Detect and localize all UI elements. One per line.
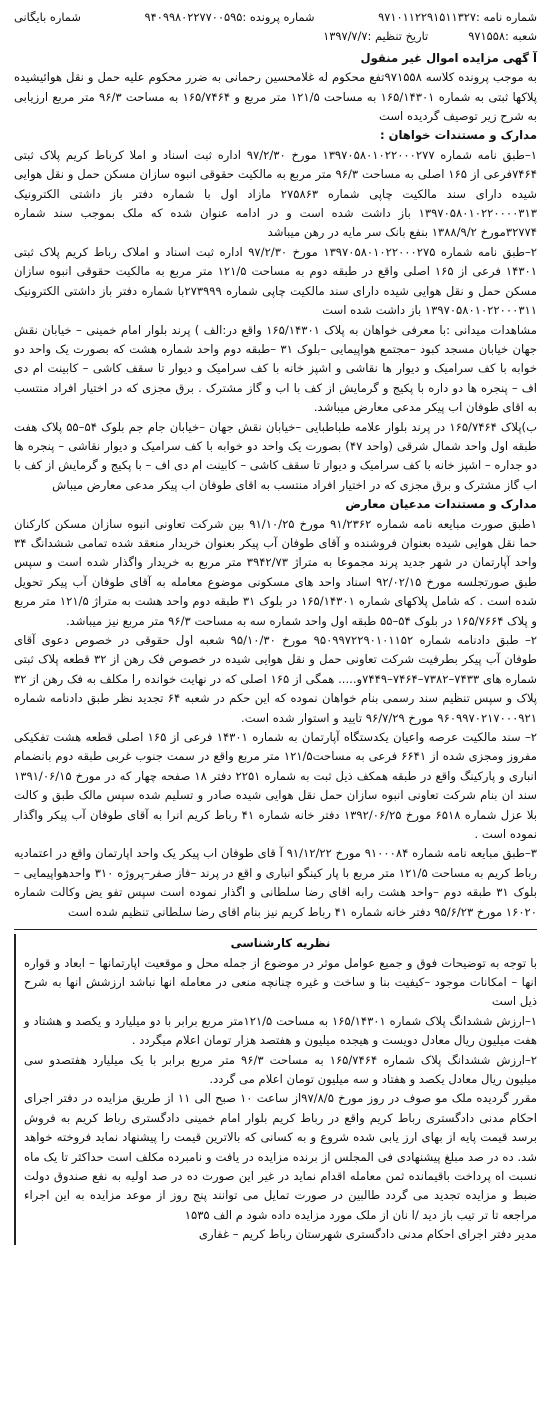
opinion-paragraph-3: ۲–ارزش ششدانگ پلاک شماره ۱۶۵/۷۴۶۴ به مساحت ۹۶/۳ متر مربع برابر با یک میلیارد هفتصدو سی میلیون ریال معادل یکصد و هفتاد و سه میلیون تومان اعلام می گردد. bbox=[24, 1052, 537, 1086]
paragraph-opponent-4: ۳–طبق مبایعه نامه شماره ۹۱۰۰۰۸۴ مورخ ۹۱/۱۲/۲۲ آ قای طوفان اب پیکر یک واحد اپارتمان واقع در اعتمادیه رباط کریم به مساحت ۱۲۱/۵ متر مربع با پار کینگو انباری و اقع در پرند –فاز صفر–پروژه ۳۱۰ واحدهواپیمایی –بلوک ۳۱ طبقه دوم –واحد هشت رابه اقای رضا سلطانی و اگذار نموده است سپس تفو یض وکالت شماره ۱۶۰۲۰ مورخ ۹۵/۶/۲۳ دفتر خانه شماره ۴۱ رباط کریم نیز بنام اقای رضا سلطانی تنظیم شده است bbox=[14, 846, 538, 919]
paragraph-plaintiff-1: ۱–طبق نامه شماره ۱۳۹۷۰۵۸۰۱۰۲۲۰۰۰۲۷۷ مورخ ۹۷/۲/۳۰ اداره ثبت اسناد و املا کرباط کریم پلاک ثبتی ۷۴۶۴فرعی از ۱۶۵ اصلی به مساحت ۹۶/۳ متر مربع به مالکیت حقوقی انبوه سازان مسکن حمل و نقل هوایی شیده دارای سند مالکیت چاپی شماره ۲۷۵۸۶۳ مازاد اول با شماره دفتر باز داشتی الکترونیک ۱۳۹۷۰۵۸۰۱۰۲۲۰۰۰۰۳۱۳ باز داشت شده است و در ادامه عنوان شده که ملک بموجب سند شماره ۳۲۷۷۴مورخ ۱۳۸۸/۹/۲ بنفع بانک سر مایه در رهن میباشد bbox=[14, 147, 537, 240]
opinion-paragraph-4: مقرر گردیده ملک مو صوف در روز مورخ ۹۷/۸/۵از ساعت ۱۰ صبح الی ۱۱ از طریق مزایده در دفتر اجرای احکام مدنی دادگستری رباط کریم واقع در رباط کریم بلوار امام خمینی دادگستری رباط کریم به فروش برسد قیمت پایه از بهای ارز یابی شده شروع و به کسانی که بالاترین قیمت را پیشنهاد نماید فروخته خواهد شد. ده در صد مبلغ پیشنهادی فی المجلس از برنده مزایده در یافت و نامبرده مکلف است حداکثر تا یک ماه نسبت اه پرداخت باقیمانده ثمن معامله اقدام نماید در غیر این صورت ده در صد اولیه به نفع صندوق دولت ضبط و مزایده تجدید می گردد طالبین در صورت تمایل می توانند پنج روز از موعد مزایده به این اجراء مراجعه تا تر تیب باز دید /ا نان از ملک مورد مزایده داده شود م الف ۱۵۳۵ bbox=[24, 1091, 537, 1222]
paragraph-intro: به موجب پرونده کلاسه ۹۷۱۵۵۸تفع محکوم له غلامحسین رحمانی به ضرر محکوم علیه حمل و نقل هوائیشیده پلاکها ثبتی به شماره ۱۶۵/۱۴۳۰۱ به مساحت ۱۲۱/۵ متر مربع و ۱۶۵/۷۴۶۴ به مساحت ۹۶/۳ متر مربع ارزیابی به شرح زیر توصیف گردیده است bbox=[14, 70, 538, 124]
header-row-1 bbox=[14, 8, 537, 27]
opinion-paragraph-2: ۱–ارزش ششدانگ پلاک شماره ۱۶۵/۱۴۳۰۱ به مساحت ۱۲۱/۵متر مربع برابر با دو میلیارد و یکصد و هشتاد و هفت میلیون ریال معادل دویست و هیجده میلیون و هفتصد هزار تومان اعلام میگردد . bbox=[24, 1013, 537, 1048]
paragraph-plaintiff-2: ۲–طبق نامه شماره ۱۳۹۷۰۵۸۰۱۰۲۲۰۰۰۲۷۵ مورخ ۹۷/۲/۳۰ اداره ثبت اسناد و املاک رباط کریم پلاک ثبتی ۱۴۳۰۱ فرعی از ۱۶۵ اصلی واقع در طبقه دوم به مساحت ۱۲۱/۵ متر مربع به مالکیت حقوقی انبوه سازان مسکن حمل و نقل هوایی شیده دارای سند مالکیت چاپی شماره ۲۷۳۹۹۹با شماره دفتر باز داشتی الکترونیک ۱۳۹۷۰۵۸۰۱۰۲۲۰۰۰۳۱۱ باز داشت شده است bbox=[14, 244, 538, 318]
paragraph-opponent-3: ۲– سند مالکیت عرصه واعیان یکدستگاه آپارتمان به شماره ۱۴۳۰۱ فرعی از ۱۶۵ اصلی قطعه هشت تفکیکی مفروز ومجزی شده از ۶۶۴۱ فرعی به مساحت۱۲۱/۵ متر مربع واقع در سمت جنوب غربی طبقه دوم بانضمام انباری و پارکینگ واقع در طبقه همکف ذیل ثبت به شماره ۲۲۵۱ دفتر ۱۸ صفحه چهار که در مورخ ۱۳۹۱/۰۶/۱۵ سند ان بنام شرکت تعاونی انبوه سازان حمل نقل هوایی شیده صادر و تسلیم شده سپس مالک طبق و کالت بلا عزل شماره ۶۵۱۸ مورخ ۱۳۹۲/۰۶/۲۵ دفتر خانه شماره ۴۱ رباط کریم انرا به آقای طوفان آب پیکر واگذار نموده است . bbox=[14, 730, 538, 842]
header-row-2 bbox=[14, 27, 537, 46]
letter-number: شماره نامه :۹۷۱۰۱۱۲۲۹۱۵۱۱۳۲۷ bbox=[378, 10, 537, 24]
paragraph-observation-b: ب)پلاک ۱۶۵/۷۴۶۴ در پرند بلوار علامه طباطبایی –خیابان نقش جهان –خیابان جام جم بلوک ۵۴–۵۵ پلاک هفت طبقه اول واحد شمال شرقی (واحد ۴۷) بصورت یک واحد دو خوابه با کف سرامیک و دیوار نقاشی – پنجره ها دو جداره – اشپز خانه با کف سرامیک و دیوار تا سقف کاشی – کابینت ام دی اف – با پکیج و گرمایش از کف با اب گاز مشترک و برق مجزی که در اختیار افراد منتسب به اقای طوفان اب پیکر مدعی معارض میباش bbox=[14, 419, 537, 492]
plaintiff-docs-heading: مدارک و مستندات خواهان : bbox=[379, 128, 537, 143]
paragraph-opponent-2: ۲– طبق دادنامه شماره ۹۵۰۹۹۷۲۲۹۰۱۰۱۱۵۲ مورخ ۹۵/۱۰/۳۰ شعبه اول حقوقی در خصوص دعوی آقای طوفان آب پیکر بطرفیت شرکت تعاونی حمل و نقل هوایی شیده در خصوص فک رهن از ۳۲ قطعه پلاک ثبتی شماره های ۷۴۳۳–۷۳۸۲–۷۴۶۴–۷۴۴۹و..... همگی از ۱۶۵ اصلی که در نهایت خوانده را مکلف به فک رهن از ۳۲ پلاک و سپس تنظیم سند رسمی بنام خواهان نموده که این حکم در شعبه ۶۴ تجدید نظر طبق دادنامه شماره ۹۶۰۹۹۷۰۲۱۷۰۰۰۹۲۱ مورخ ۹۶/۷/۲۹ تایید و استوار شده است. bbox=[14, 633, 537, 725]
branch: شعبه :۹۷۱۵۵۸ bbox=[468, 29, 537, 44]
signature-line: مدیر دفتر اجرای احکام مدنی دادگستری شهرستان رباط کریم – غفاری bbox=[198, 1227, 537, 1242]
case-number: شماره پرونده :۹۴۰۹۹۸۰۲۲۷۷۰۰۵۹۵ bbox=[144, 10, 315, 24]
opinion-paragraph-1: با توجه به توضیحات فوق و جمیع عوامل موثر در موضوع از جمله محل و موقعیت اپارتمانها – ابعاد و قواره انها – امکانات موجود –کیفیت بنا و ساخت و غیره چنانچه منعی در معامله انها نباشد ارزشش انها به شرح ذیل است bbox=[24, 955, 537, 1009]
issue-date: تاریخ تنظیم :۱۳۹۷/۷/۷ bbox=[323, 29, 429, 44]
section-divider bbox=[14, 929, 537, 930]
expert-opinion-box bbox=[14, 934, 537, 1245]
archive-number: شماره بایگانی bbox=[14, 10, 81, 24]
paragraph-opponent-1: ۱طبق صورت مبایعه نامه شماره ۹۱/۲۳۶۲ مورخ ۹۱/۱۰/۲۵ بین شرکت تعاونی انبوه سازان مسکن کارکنان حما نقل هوایی شیده بعنوان فروشنده و آقای طوفان آب پیکر بعنوان خریدار منعقد شده تمامی ششدانگ ۳۴ واحد آپارتمان در شهر جدید پرند مجموعا به متراژ ۳۹۴۲/۷۳ متر مربع به خریدار واگذار شده است و سپس طبق صورتجلسه مورخ ۹۲/۰۲/۱۵ اسناد واحد های مسکونی موضوع معامله به آقای طوفان آب پیکر تحویل شده است . که شامل پلاکهای شماره ۱۶۵/۱۴۳۰۱ در بلوک ۳۱ طبقه دوم واحد هشت به متراژ ۱۲۱/۵ متر مربع و پلاک ۱۶۵/۷۶۶۴ در بلوک ۵۴–۵۵ طبقه اول واحد شماره سه به مساحت ۹۶/۳ متر مربع نیز میباشد. bbox=[14, 516, 538, 628]
opponent-docs-heading: مدارک و مستندات مدعیان معارض bbox=[345, 497, 537, 512]
expert-opinion-title: نظریه کارشناسی bbox=[230, 936, 331, 951]
notice-title: آ گهی مزایده اموال غیر منقول bbox=[360, 50, 537, 65]
paragraph-observation-a: مشاهدات میدانی :با معرفی خواهان به پلاک ۱۶۵/۱۴۳۰۱ واقع در:الف ) پرند بلوار امام خمینی – خیابان نقش جهان خیابان مسجد کبود –مجتمع هواپیمایی –بلوک ۳۱ –طبقه دوم واحد شماره هشت که بصورت یک واحد دو خوابه با کف سرامیک و دیوار ها نقاشی و اشپز خانه با کف سرامیک و دیوار تا سقف کاشی – کابینت ام دی اف – پنجره ها دو داره با پکیج و گرمایش از کف با اب و گاز مشترک . برق مجزی که در اختیار افراد منتسب به اقای طوفان اب پیکر مدعی معارض میباشد. bbox=[14, 322, 538, 415]
